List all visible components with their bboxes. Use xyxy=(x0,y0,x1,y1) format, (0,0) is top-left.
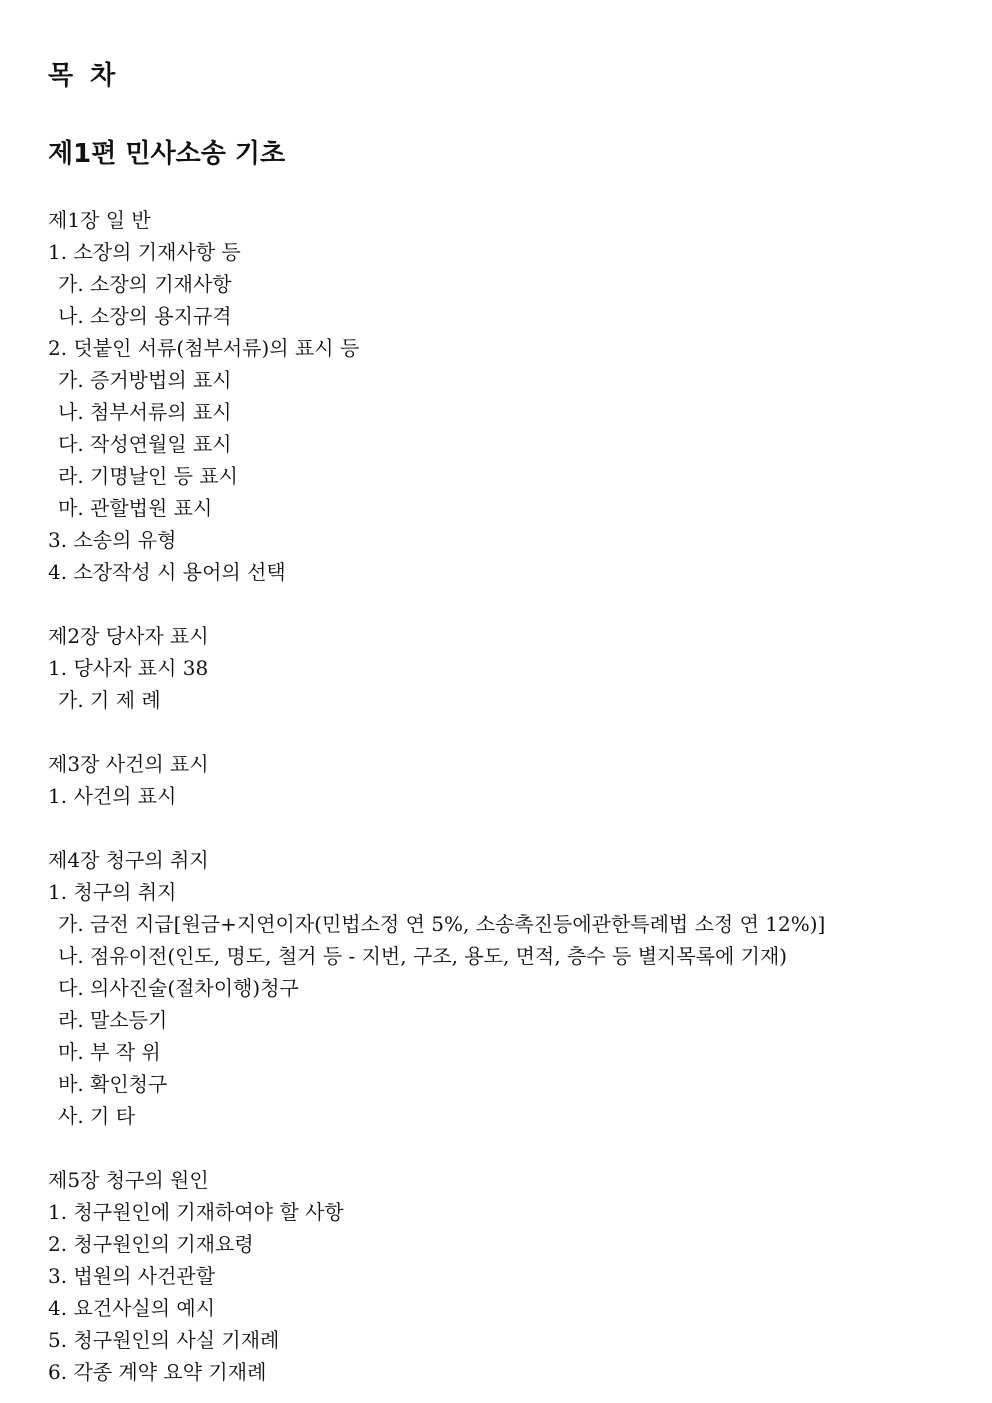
document-page xyxy=(48,56,952,1388)
toc-subentry: 마. 부 작 위 xyxy=(58,1040,161,1064)
chapter-list xyxy=(48,204,952,1388)
toc-entry: 3. 소송의 유형 xyxy=(48,528,177,552)
part-title: 제1편 민사소송 기초 xyxy=(48,139,286,169)
chapter-heading: 제2장 당사자 표시 xyxy=(48,624,209,648)
toc-entry: 1. 청구의 취지 xyxy=(48,880,177,904)
toc-chapter xyxy=(48,748,952,812)
toc-subentry: 라. 기명날인 등 표시 xyxy=(58,464,238,488)
toc-entry: 2. 청구원인의 기재요령 xyxy=(48,1232,254,1256)
toc-subentry: 가. 기 제 례 xyxy=(58,688,161,712)
toc-subentry: 가. 증거방법의 표시 xyxy=(58,368,232,392)
toc-entry: 6. 각종 계약 요약 기재례 xyxy=(48,1360,267,1384)
toc-subentry: 나. 소장의 용지규격 xyxy=(58,304,232,328)
toc-entry: 1. 당사자 표시 38 xyxy=(48,656,209,680)
toc-entry: 4. 소장작성 시 용어의 선택 xyxy=(48,560,286,584)
toc-chapter xyxy=(48,844,952,1132)
toc-entry: 1. 소장의 기재사항 등 xyxy=(48,240,241,264)
toc-title: 목 차 xyxy=(48,61,120,91)
toc-subentry: 다. 작성연월일 표시 xyxy=(58,432,232,456)
toc-chapter xyxy=(48,620,952,716)
toc-subentry: 바. 확인청구 xyxy=(58,1072,168,1096)
toc-entry: 5. 청구원인의 사실 기재례 xyxy=(48,1328,280,1352)
toc-subentry: 마. 관할법원 표시 xyxy=(58,496,213,520)
toc-entry: 1. 사건의 표시 xyxy=(48,784,177,808)
chapter-heading: 제4장 청구의 취지 xyxy=(48,848,209,872)
chapter-heading: 제1장 일 반 xyxy=(48,208,151,232)
toc-subentry: 가. 소장의 기재사항 xyxy=(58,272,232,296)
toc-chapter xyxy=(48,204,952,588)
toc-subentry: 나. 점유이전(인도, 명도, 철거 등 - 지번, 구조, 용도, 면적, 층수 등 별지목록에 기재) xyxy=(58,944,788,968)
toc-subentry: 나. 첨부서류의 표시 xyxy=(58,400,232,424)
toc-entry: 3. 법원의 사건관할 xyxy=(48,1264,216,1288)
toc-entry: 2. 덧붙인 서류(첨부서류)의 표시 등 xyxy=(48,336,360,360)
toc-entry: 1. 청구원인에 기재하여야 할 사항 xyxy=(48,1200,344,1224)
chapter-heading: 제5장 청구의 원인 xyxy=(48,1168,209,1192)
toc-subentry: 라. 말소등기 xyxy=(58,1008,168,1032)
toc-chapter xyxy=(48,1164,952,1388)
toc-subentry: 가. 금전 지급[원금+지연이자(민법소정 연 5%, 소송촉진등에관한특례법 소정 연 12%)] xyxy=(58,912,826,936)
toc-entry: 4. 요건사실의 예시 xyxy=(48,1296,216,1320)
toc-subentry: 사. 기 타 xyxy=(58,1104,136,1128)
toc-subentry: 다. 의사진술(절차이행)청구 xyxy=(58,976,299,1000)
chapter-heading: 제3장 사건의 표시 xyxy=(48,752,209,776)
